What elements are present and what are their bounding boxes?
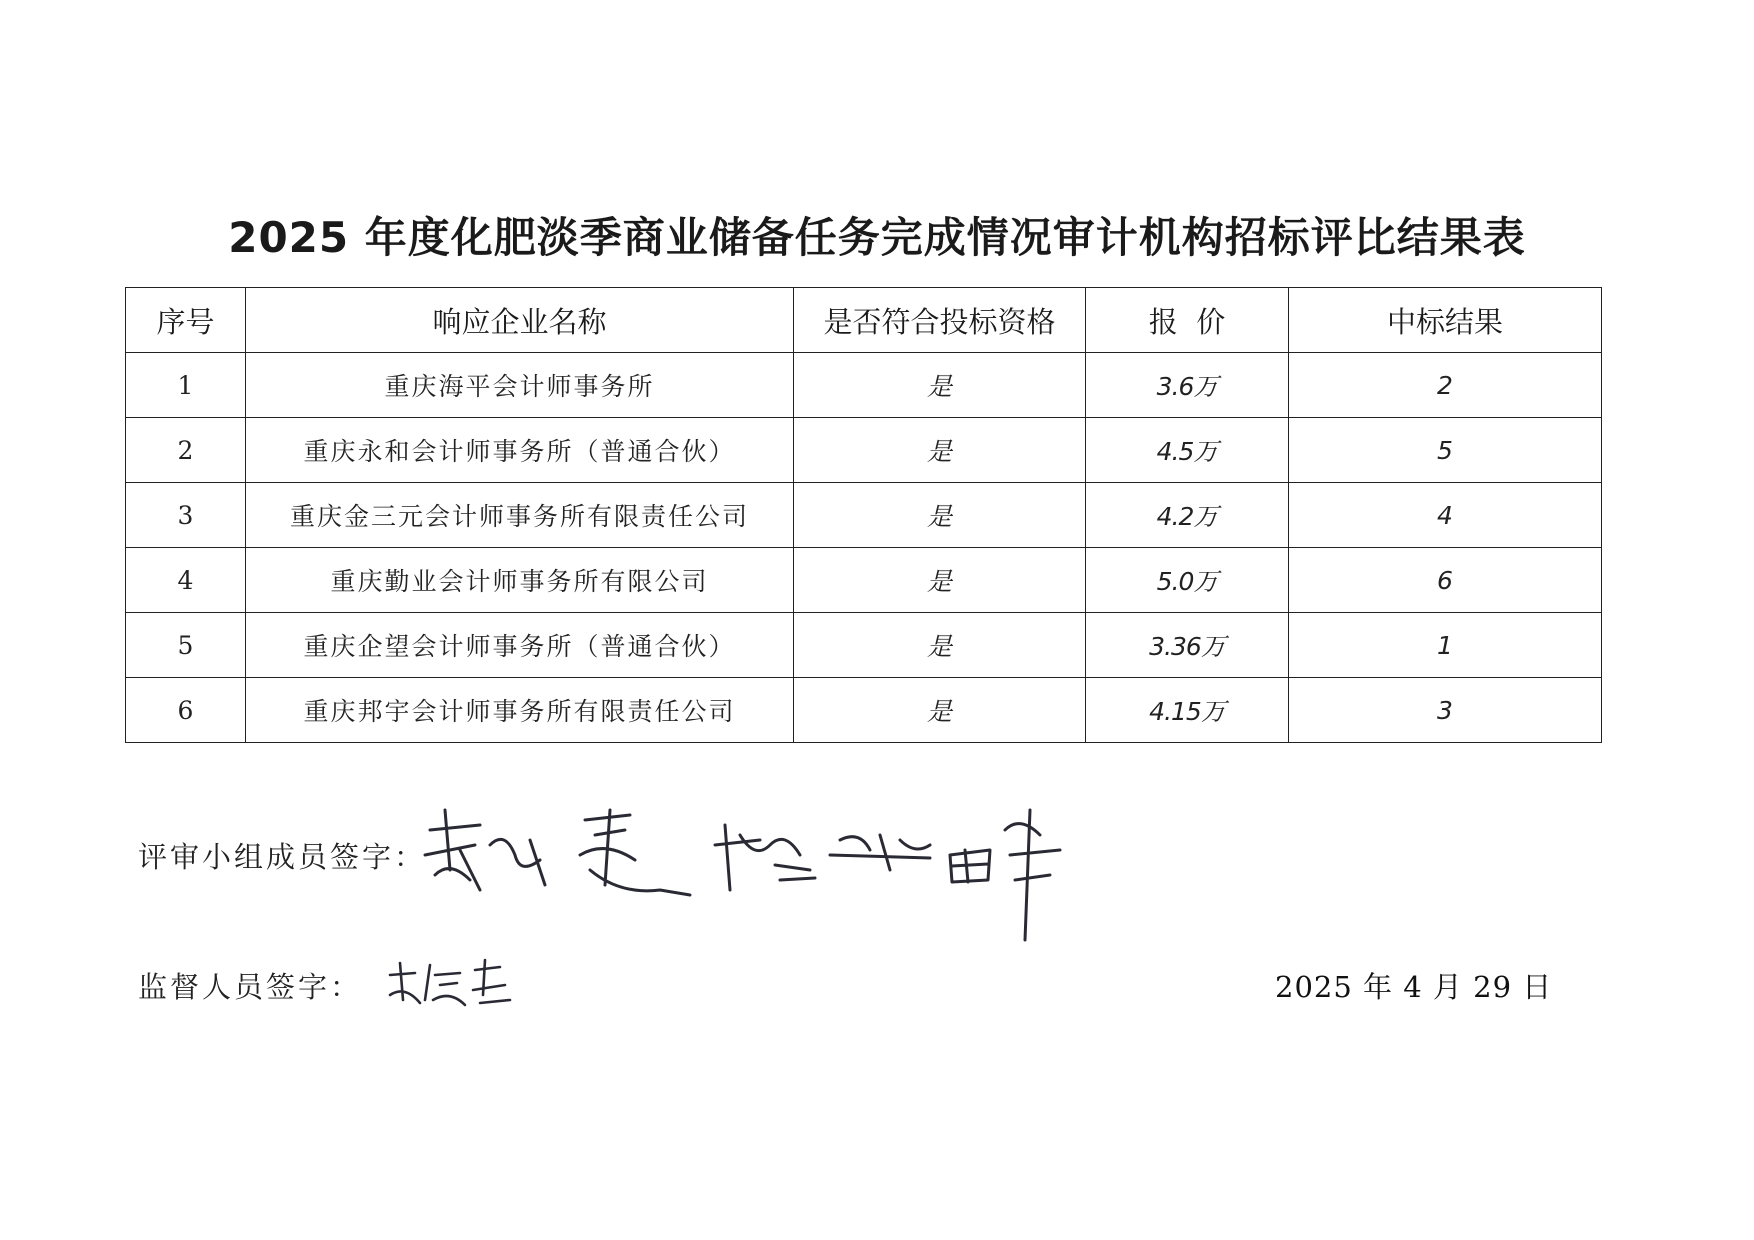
row-result: 6 — [1289, 548, 1602, 613]
row-company: 重庆海平会计师事务所 — [246, 353, 794, 418]
row-price: 5.0万 — [1086, 548, 1289, 613]
row-result: 4 — [1289, 483, 1602, 548]
header-no: 序号 — [126, 288, 246, 353]
row-qualified: 是 — [794, 678, 1086, 743]
table-row — [126, 418, 1602, 483]
row-result: 2 — [1289, 353, 1602, 418]
row-result: 3 — [1289, 678, 1602, 743]
row-price: 4.2万 — [1086, 483, 1289, 548]
document-date: 2025 年 4 月 29 日 — [1275, 970, 1553, 1004]
row-qualified: 是 — [794, 548, 1086, 613]
row-company: 重庆永和会计师事务所（普通合伙） — [246, 418, 794, 483]
row-company: 重庆勤业会计师事务所有限公司 — [246, 548, 794, 613]
row-qualified: 是 — [794, 353, 1086, 418]
row-no: 3 — [126, 483, 246, 548]
row-no: 5 — [126, 613, 246, 678]
results-table — [125, 287, 1602, 743]
supervisor-signature-label: 监督人员签字： — [138, 970, 363, 1004]
row-no: 4 — [126, 548, 246, 613]
row-no: 2 — [126, 418, 246, 483]
row-result: 5 — [1289, 418, 1602, 483]
header-result: 中标结果 — [1289, 288, 1602, 353]
row-price: 3.36万 — [1086, 613, 1289, 678]
row-company: 重庆邦宇会计师事务所有限责任公司 — [246, 678, 794, 743]
row-company: 重庆金三元会计师事务所有限责任公司 — [246, 483, 794, 548]
row-price: 3.6万 — [1086, 353, 1289, 418]
table-row — [126, 483, 1602, 548]
row-no: 6 — [126, 678, 246, 743]
row-qualified: 是 — [794, 613, 1086, 678]
panel-signatures-drawing — [420, 800, 1080, 950]
row-qualified: 是 — [794, 418, 1086, 483]
supervisor-signature-drawing — [385, 955, 515, 1015]
header-qualified: 是否符合投标资格 — [794, 288, 1086, 353]
header-company: 响应企业名称 — [246, 288, 794, 353]
table-row — [126, 548, 1602, 613]
row-company: 重庆企望会计师事务所（普通合伙） — [246, 613, 794, 678]
row-price: 4.5万 — [1086, 418, 1289, 483]
table-row — [126, 613, 1602, 678]
row-price: 4.15万 — [1086, 678, 1289, 743]
panel-signature-label: 评审小组成员签字： — [138, 840, 427, 874]
table-row — [126, 678, 1602, 743]
row-result: 1 — [1289, 613, 1602, 678]
row-qualified: 是 — [794, 483, 1086, 548]
table-header-row — [126, 288, 1602, 353]
row-no: 1 — [126, 353, 246, 418]
document-title: 2025 年度化肥淡季商业储备任务完成情况审计机构招标评比结果表 — [228, 213, 1526, 262]
table-row — [126, 353, 1602, 418]
header-price: 报 价 — [1086, 288, 1289, 353]
